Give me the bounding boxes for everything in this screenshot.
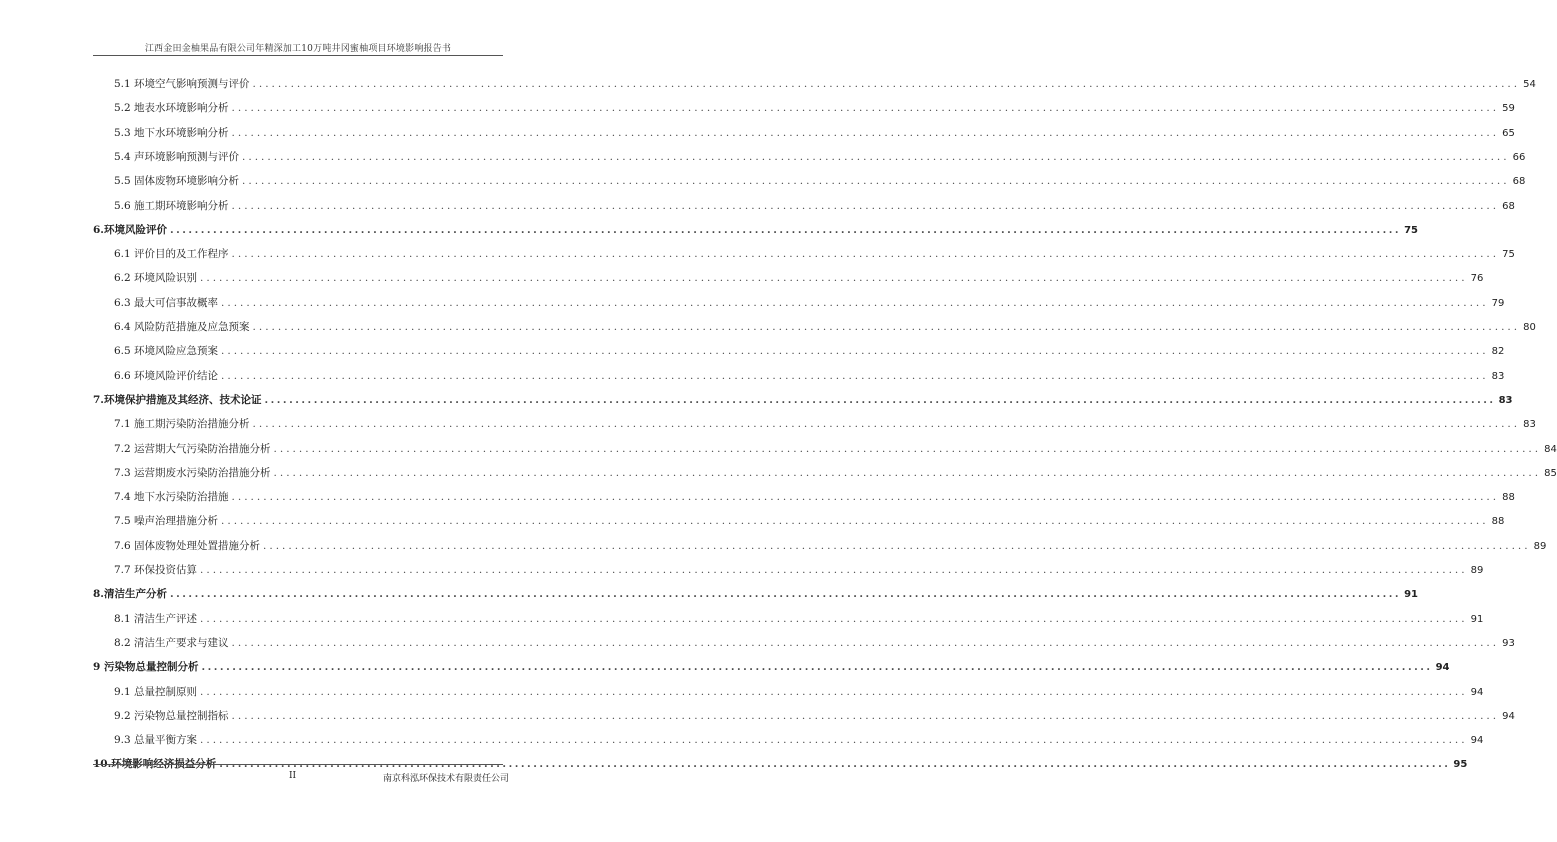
toc-dot-leader: ........................................................................................................................................................................................................ <box>252 78 1521 90</box>
toc-section-entry[interactable] <box>114 465 1557 480</box>
toc-section-entry[interactable] <box>114 100 1515 115</box>
toc-section-entry[interactable] <box>114 125 1515 140</box>
toc-dot-leader: ........................................................................................................................................................................................................ <box>201 661 1433 674</box>
toc-dot-leader: ........................................................................................................................................................................................................ <box>221 369 1489 382</box>
toc-dot-leader: ........................................................................................................................................................................................................ <box>231 248 1500 261</box>
toc-entry-page: 94 <box>1470 686 1484 698</box>
page-header: 江西金田金柚果品有限公司年精深加工10万吨井冈蜜柚项目环境影响报告书 <box>144 44 452 54</box>
toc-entry-label: 5.4 声环境影响预测与评价 <box>114 150 240 163</box>
toc-section-entry[interactable] <box>114 270 1484 285</box>
toc-entry-label: 6.3 最大可信事故概率 <box>114 296 219 309</box>
toc-entry-page: 59 <box>1502 103 1515 115</box>
toc-entry-label: 5.1 环境空气影响预测与评价 <box>114 78 250 90</box>
toc-dot-leader: ........................................................................................................................................................................................................ <box>273 466 1542 479</box>
toc-entry-page: 88 <box>1502 492 1515 504</box>
footer-company: 南京科泓环保技术有限责任公司 <box>383 774 510 784</box>
toc-entry-label: 8.2 清洁生产要求与建议 <box>114 636 229 649</box>
toc-entry-page: 83 <box>1523 419 1536 431</box>
toc-section-entry[interactable] <box>114 635 1515 650</box>
toc-dot-leader: ........................................................................................................................................................................................................ <box>242 175 1510 188</box>
toc-entry-label: 7.3 运营期废水污染防治措施分析 <box>114 466 271 479</box>
toc-chapter-entry[interactable] <box>93 659 1450 674</box>
toc-entry-page: 66 <box>1512 151 1526 163</box>
toc-dot-leader: ........................................................................................................................................................................................................ <box>219 758 1451 771</box>
toc-section-entry[interactable] <box>114 198 1515 213</box>
toc-entry-page: 88 <box>1491 516 1505 528</box>
toc-section-entry[interactable] <box>114 513 1505 528</box>
toc-entry-label: 6.6 环境风险评价结论 <box>114 369 219 382</box>
toc-section-entry[interactable] <box>114 562 1484 577</box>
toc-entry-page: 68 <box>1512 176 1526 188</box>
toc-entry-page: 84 <box>1544 443 1557 455</box>
toc-entry-page: 91 <box>1404 589 1418 601</box>
toc-entry-label: 6.4 风险防范措施及应急预案 <box>114 321 250 333</box>
toc-entry-label: 6.5 环境风险应急预案 <box>114 345 219 358</box>
toc-dot-leader: ........................................................................................................................................................................................................ <box>273 442 1542 455</box>
toc-entry-page: 54 <box>1523 79 1536 90</box>
toc-dot-leader: ........................................................................................................................................................................................................ <box>252 321 1521 333</box>
toc-section-entry[interactable] <box>114 368 1505 383</box>
toc-section-entry[interactable] <box>114 684 1484 699</box>
toc-entry-label: 5.3 地下水环境影响分析 <box>114 126 229 139</box>
toc-entry-label: 5.5 固体废物环境影响分析 <box>114 175 240 188</box>
toc-entry-label: 7.4 地下水污染防治措施 <box>114 491 229 504</box>
toc-entry-label: 9 污染物总量控制分析 <box>93 661 199 674</box>
toc-section-entry[interactable] <box>114 708 1515 723</box>
toc-dot-leader: ........................................................................................................................................................................................................ <box>264 393 1496 406</box>
toc-section-entry[interactable] <box>114 416 1536 431</box>
toc-entry-label: 10.环境影响经济损益分析 <box>93 758 217 771</box>
toc-entry-label: 7.5 噪声治理措施分析 <box>114 515 219 528</box>
toc-chapter-entry[interactable] <box>93 392 1513 407</box>
toc-entry-label: 7.6 固体废物处理处置措施分析 <box>114 539 261 552</box>
toc-section-entry[interactable] <box>114 319 1536 334</box>
footer-rule <box>93 764 503 765</box>
toc-entry-label: 9.2 污染物总量控制指标 <box>114 709 229 722</box>
toc-entry-page: 91 <box>1470 613 1484 625</box>
toc-dot-leader: ........................................................................................................................................................................................................ <box>242 150 1510 163</box>
toc-entry-page: 75 <box>1502 249 1515 261</box>
toc-entry-page: 82 <box>1491 346 1505 358</box>
toc-entry-page: 75 <box>1404 224 1418 236</box>
toc-section-entry[interactable] <box>114 489 1515 504</box>
toc-entry-label: 7.环境保护措施及其经济、技术论证 <box>93 393 262 406</box>
toc-entry-label: 6.2 环境风险识别 <box>114 272 198 285</box>
toc-chapter-entry[interactable] <box>93 586 1418 601</box>
footer-page-number: II <box>289 771 297 781</box>
toc-entry-page: 94 <box>1502 710 1515 722</box>
toc-dot-leader: ........................................................................................................................................................................................................ <box>221 345 1489 358</box>
toc-dot-leader: ........................................................................................................................................................................................................ <box>231 199 1500 212</box>
toc-entry-page: 83 <box>1491 370 1505 382</box>
toc-entry-label: 8.清洁生产分析 <box>93 588 167 601</box>
toc-entry-page: 80 <box>1523 322 1536 333</box>
toc-section-entry[interactable] <box>114 173 1526 188</box>
toc-entry-page: 89 <box>1533 540 1547 552</box>
toc-dot-leader: ........................................................................................................................................................................................................ <box>200 734 1468 747</box>
toc-entry-label: 8.1 清洁生产评述 <box>114 612 198 625</box>
toc-entry-page: 79 <box>1491 297 1505 309</box>
toc-dot-leader: ........................................................................................................................................................................................................ <box>200 612 1468 625</box>
toc-entry-label: 7.7 环保投资估算 <box>114 564 198 576</box>
toc-entry-label: 6.环境风险评价 <box>93 223 167 236</box>
toc-dot-leader: ........................................................................................................................................................................................................ <box>221 515 1489 528</box>
toc-dot-leader: ........................................................................................................................................................................................................ <box>200 564 1468 576</box>
toc-section-entry[interactable] <box>114 246 1515 261</box>
toc-section-entry[interactable] <box>114 295 1505 310</box>
toc-section-entry[interactable] <box>114 343 1505 358</box>
toc-entry-label: 9.1 总量控制原则 <box>114 685 198 698</box>
toc-entry-label: 7.1 施工期污染防治措施分析 <box>114 418 250 431</box>
toc-dot-leader: ........................................................................................................................................................................................................ <box>231 709 1500 722</box>
toc-section-entry[interactable] <box>114 76 1536 91</box>
toc-entry-page: 89 <box>1470 565 1484 576</box>
toc-dot-leader: ........................................................................................................................................................................................................ <box>263 539 1531 552</box>
toc-dot-leader: ........................................................................................................................................................................................................ <box>252 418 1521 431</box>
toc-dot-leader: ........................................................................................................................................................................................................ <box>200 272 1468 285</box>
toc-entry-page: 93 <box>1502 637 1515 649</box>
toc-dot-leader: ........................................................................................................................................................................................................ <box>169 588 1402 601</box>
toc-section-entry[interactable] <box>114 149 1526 164</box>
toc-section-entry[interactable] <box>114 611 1484 626</box>
toc-entry-page: 76 <box>1470 273 1484 285</box>
toc-entry-label: 9.3 总量平衡方案 <box>114 734 198 747</box>
toc-entry-page: 68 <box>1502 200 1515 212</box>
toc-dot-leader: ........................................................................................................................................................................................................ <box>231 126 1500 139</box>
toc-entry-page: 95 <box>1453 759 1468 771</box>
toc-section-entry[interactable] <box>114 732 1484 747</box>
toc-dot-leader: ........................................................................................................................................................................................................ <box>221 296 1489 309</box>
toc-dot-leader: ........................................................................................................................................................................................................ <box>231 102 1500 115</box>
toc-dot-leader: ........................................................................................................................................................................................................ <box>231 636 1500 649</box>
toc-entry-label: 5.6 施工期环境影响分析 <box>114 199 229 212</box>
toc-dot-leader: ........................................................................................................................................................................................................ <box>231 491 1500 504</box>
toc-section-entry[interactable] <box>114 538 1547 553</box>
toc-entry-label: 5.2 地表水环境影响分析 <box>114 102 229 115</box>
toc-entry-page: 83 <box>1498 394 1513 406</box>
toc-chapter-entry[interactable] <box>93 222 1418 237</box>
toc-entry-page: 94 <box>1470 735 1484 747</box>
toc-dot-leader: ........................................................................................................................................................................................................ <box>200 685 1468 698</box>
toc-dot-leader: ........................................................................................................................................................................................................ <box>169 223 1402 236</box>
toc-entry-label: 7.2 运营期大气污染防治措施分析 <box>114 442 271 455</box>
toc-section-entry[interactable] <box>114 441 1557 456</box>
toc-entry-page: 85 <box>1544 467 1557 479</box>
toc-entry-page: 94 <box>1435 662 1450 674</box>
toc-entry-label: 6.1 评价目的及工作程序 <box>114 248 229 261</box>
toc-entry-page: 65 <box>1502 127 1515 139</box>
